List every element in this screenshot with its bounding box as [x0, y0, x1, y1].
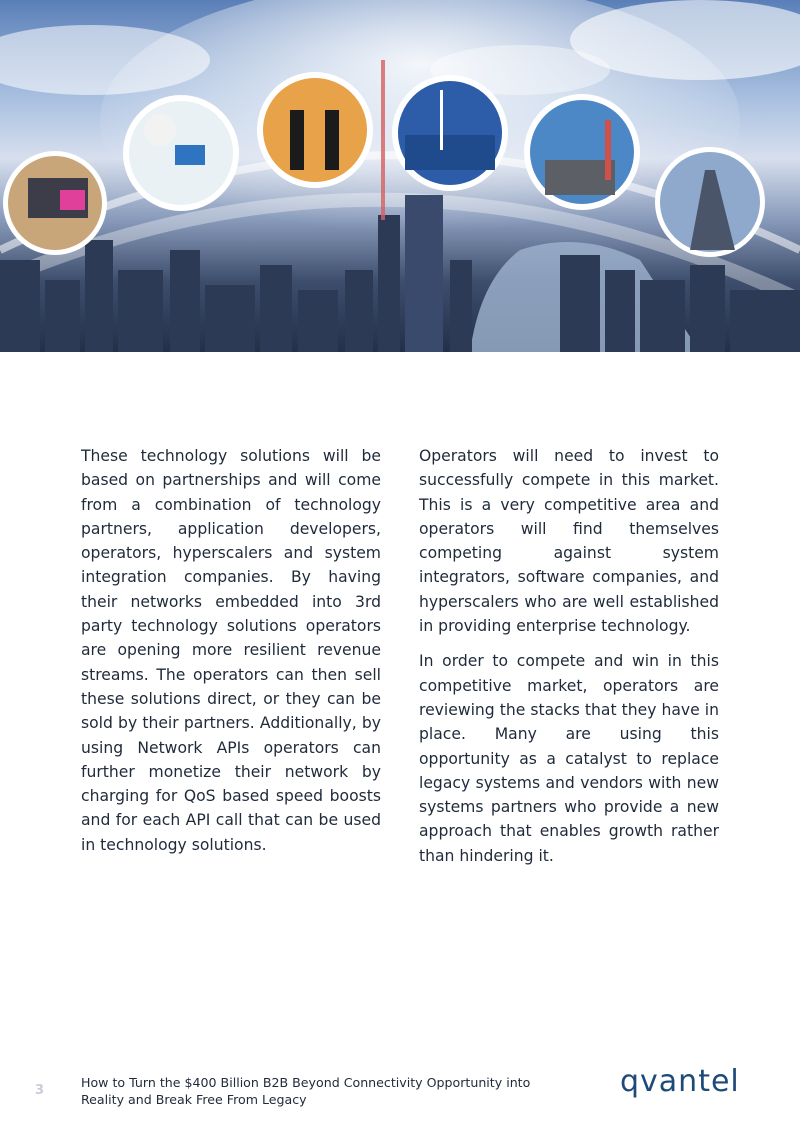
- paragraph: In order to compete and win in this competitive market, operators are reviewing the stacks that they have in place. Many are using this opportunity as a catalyst to replace legacy systems and vendors with new systems partners who provide a new approach that enables growth rather than hindering it.: [419, 652, 719, 865]
- footer-title-line1: How to Turn the $400 Billion B2B Beyond Connectivity Opportunity into: [81, 1075, 531, 1090]
- solar-wind-energy-photo: [392, 75, 508, 191]
- right-column: [419, 444, 719, 879]
- qvantel-logo: qvantel: [620, 1064, 740, 1099]
- paragraph: These technology solutions will be based on partnerships and will come from a combination of technology partners, application developers, operators, hyperscalers and system integration companies. By having their networks embedded into 3rd party technology solutions operators are opening more resilient revenue streams. The operators can then sell these solutions direct, or they can be sold by their partners. Additionally, by using Network APIs operators can further monetize their network by charging for QoS based speed boosts and for each API call that can be used in technology solutions.: [81, 447, 381, 854]
- business-handshake-photo: [257, 72, 373, 188]
- city-highway-photo: [655, 147, 765, 257]
- paragraph: Operators will need to invest to successfully compete in this market. This is a very competitive area and operators will find themselves competing against system integrators, software companies, and hyperscalers who are well established in providing enterprise technology.: [419, 447, 719, 636]
- city-skyline-illustration: [0, 0, 800, 352]
- hero-image: [0, 0, 800, 352]
- left-column: [81, 444, 381, 868]
- page-number: 3: [35, 1083, 45, 1098]
- laptop-dashboard-photo: [3, 151, 107, 255]
- footer-title-line2: Reality and Break Free From Legacy: [81, 1092, 307, 1107]
- lab-scientist-photo: [123, 95, 239, 211]
- footer-title: [81, 1074, 551, 1108]
- industrial-plant-photo: [524, 94, 640, 210]
